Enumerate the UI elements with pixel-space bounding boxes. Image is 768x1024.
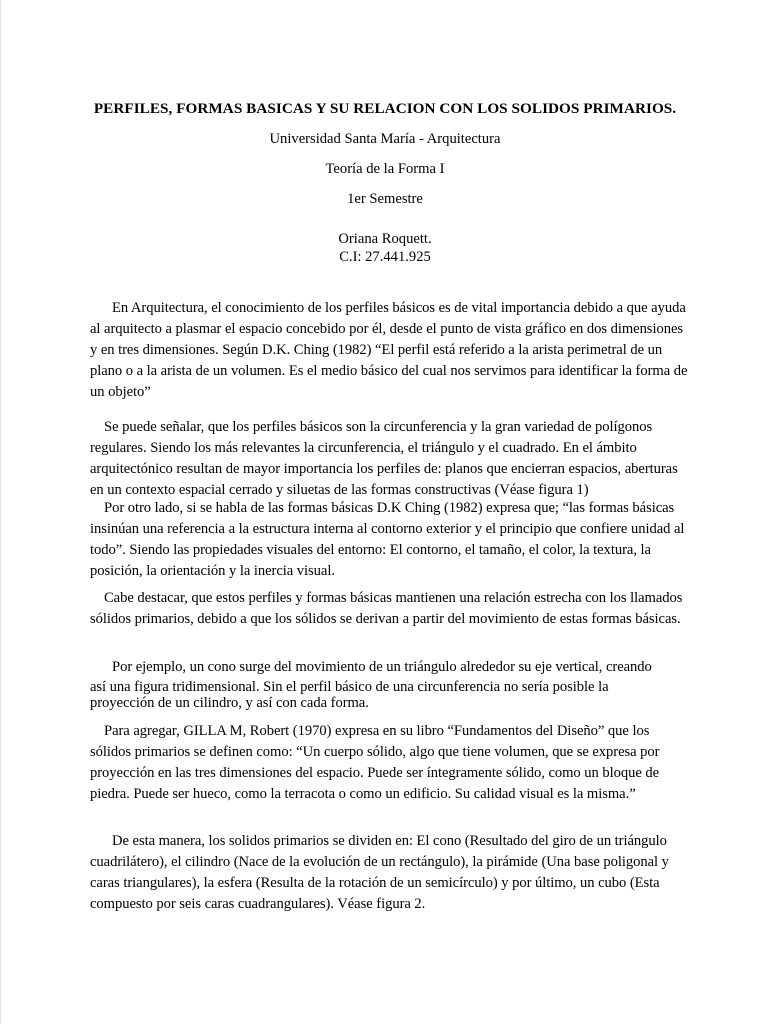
paragraph-3: Por otro lado, si se habla de las formas básicas D.K Ching (1982) expresa que; “las formas básicas insinúan una referencia a la estructura interna al contorno exterior y el principio que confiere unidad al todo”. Siendo las propiedades visuales del entorno: El contorno, el tamaño, el color, la textura, la posición, la orientación y la inercia visual.	[90, 500, 685, 579]
paragraph-1: En Arquitectura, el conocimiento de los perfiles básicos es de vital importancia debido a que ayuda al arquitecto a plasmar el espacio concebido por él, desde el punto de vista gráfico en dos dimensiones y en tres dimensiones. Según D.K. Ching (1982) “El perfil está referido a la arista perimetral de un plano o a la arista de un volumen. Es el medio básico del cual nos servimos para identificar la forma de un objeto”	[90, 300, 688, 400]
paragraph-6: Para agregar, GILLA M, Robert (1970) expresa en su libro “Fundamentos del Diseño” que los sólidos primarios se definen como: “Un cuerpo sólido, algo que tiene volumen, que se expresa por proyección en las tres dimensiones del espacio. Puede ser íntegramente sólido, como un bloque de piedra. Puede ser hueco, como la terracota o como un edificio. Su calidad visual es la misma.”	[90, 723, 660, 802]
paragraph-5-line-3: proyección de un cilindro, y así con cada forma.	[90, 695, 369, 711]
paragraph-7: De esta manera, los solidos primarios se dividen en: El cono (Resultado del giro de un triángulo cuadrilátero), el cilindro (Nace de la evolución de un rectángulo), la pirámide (Una base poligonal y caras triangulares), la esfera (Resulta de la rotación de un semicírculo) y por último, un cubo (Esta compuesto por seis caras cuadrangulares). Véase figura 2.	[90, 833, 669, 912]
document-title: PERFILES, FORMAS BASICAS Y SU RELACION CON LOS SOLIDOS PRIMARIOS.	[93, 100, 677, 117]
paragraph-5-line-2: así una figura tridimensional. Sin el perfil básico de una circunferencia no sería posible la	[90, 679, 609, 695]
paragraph-5	[90, 655, 690, 711]
id-number-line: C.I: 27.441.925	[339, 249, 431, 265]
paragraph-5-line-1: Por ejemplo, un cono surge del movimiento de un triángulo alrededor su eje vertical, creando	[112, 659, 652, 675]
author-line: Oriana Roquett.	[338, 231, 432, 247]
semester-line: 1er Semestre	[347, 191, 423, 207]
university-line: Universidad Santa María - Arquitectura	[269, 131, 501, 147]
paragraph-2: Se puede señalar, que los perfiles básicos son la circunferencia y la gran variedad de polígonos regulares. Siendo los más relevantes la circunferencia, el triángulo y el cuadrado. En el ámbito arquitectónico resultan de mayor importancia los perfiles de: planos que encierran espacios, aberturas en un contexto espacial cerrado y siluetas de las formas constructivas (Véase figura 1)	[90, 419, 678, 498]
paragraph-4: Cabe destacar, que estos perfiles y formas básicas mantienen una relación estrecha con los llamados sólidos primarios, debido a que los sólidos se derivan a partir del movimiento de estas formas básicas.	[90, 590, 683, 627]
course-line: Teoría de la Forma I	[325, 161, 445, 177]
